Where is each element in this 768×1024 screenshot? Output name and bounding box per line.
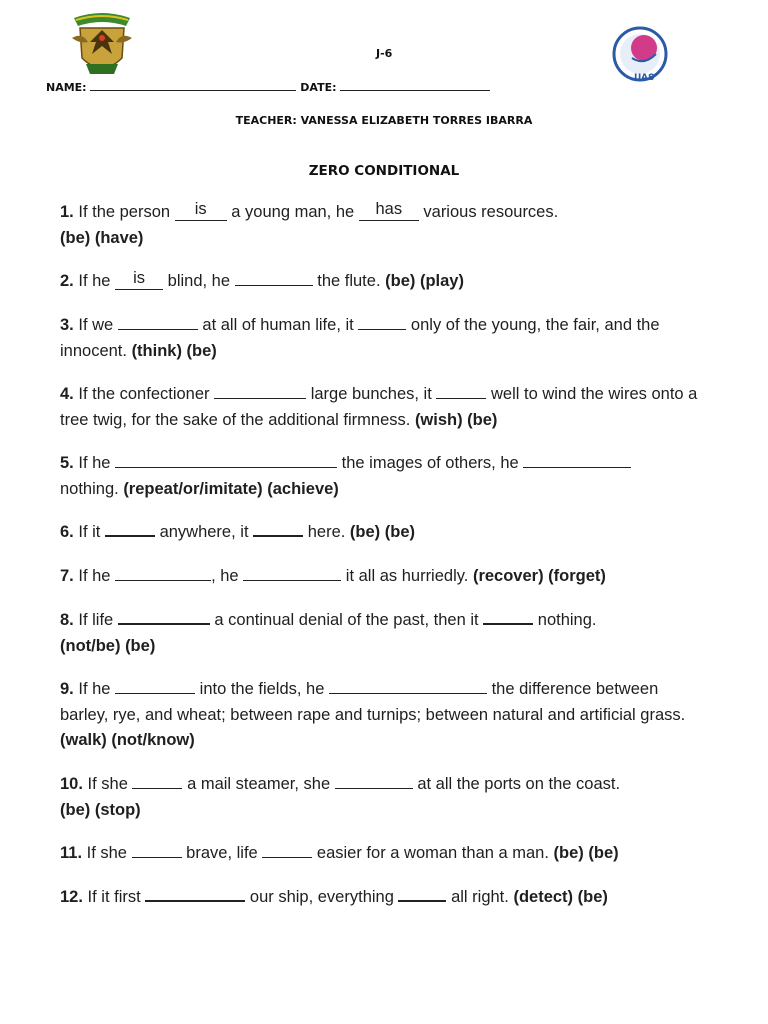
filled-answer: has (375, 200, 403, 218)
answer-blank[interactable] (105, 520, 155, 537)
verb-hints: (recover) (forget) (472, 567, 606, 585)
answer-blank[interactable] (359, 200, 419, 221)
answer-blank[interactable] (262, 842, 312, 858)
answer-blank[interactable] (118, 314, 198, 330)
verb-hints: (be) (have) (60, 228, 144, 247)
verb-hints: (walk) (not/know) (60, 731, 195, 749)
exercise-2: 2. If he is blind, he the flute. (be) (play) (60, 269, 464, 290)
verb-hints: (think) (be) (131, 341, 217, 360)
exercise-7: 7. If he , he it all as hurriedly. (recover) (forget) (60, 567, 606, 585)
language-center-logo (610, 24, 678, 88)
verb-hints: (wish) (be) (414, 410, 498, 429)
answer-blank[interactable] (436, 383, 486, 399)
name-blank[interactable] (90, 81, 296, 91)
svg-text:UAS: UAS (634, 73, 655, 83)
exercise-8: 8. If life a continual denial of the past, then it nothing. (not/be) (be) (60, 608, 700, 659)
verb-hints: (detect) (be) (513, 888, 608, 906)
answer-blank[interactable] (358, 314, 406, 330)
answer-blank[interactable] (115, 269, 163, 290)
exercise-12: 12. If it first our ship, everything all right. (detect) (be) (60, 885, 700, 911)
answer-blank[interactable] (483, 608, 533, 625)
name-date-row (46, 81, 490, 94)
answer-blank[interactable] (115, 678, 195, 694)
date-blank[interactable] (340, 81, 490, 91)
school-crest-logo (68, 8, 136, 82)
exercise-10: 10. If she a mail steamer, she at all the ports on the coast. (be) (stop) (60, 775, 621, 819)
verb-hints: (repeat/or/imitate) (achieve) (123, 479, 339, 498)
worksheet-title: ZERO CONDITIONAL (308, 163, 460, 179)
answer-blank[interactable] (235, 270, 313, 286)
date-label: DATE: (300, 81, 337, 94)
answer-blank[interactable] (132, 842, 182, 858)
filled-answer: is (133, 269, 146, 287)
answer-blank[interactable] (335, 773, 413, 789)
exercise-1: 1. If the person is a young man, he has various resources. (be) (have) (60, 200, 559, 247)
exercise-6: 6. If it anywhere, it here. (be) (be) (60, 520, 700, 546)
answer-blank[interactable] (398, 885, 446, 902)
answer-blank[interactable] (253, 520, 303, 537)
verb-hints: (be) (stop) (60, 800, 141, 819)
answer-blank[interactable] (214, 383, 306, 399)
answer-blank[interactable] (175, 200, 227, 221)
answer-blank[interactable] (243, 565, 341, 581)
exercise-5: 5. If he the images of others, he nothing. (repeat/or/imitate) (achieve) (60, 451, 700, 502)
answer-blank[interactable] (115, 452, 337, 468)
answer-blank[interactable] (329, 678, 487, 694)
filled-answer: is (194, 200, 207, 218)
exercise-3: 3. If we at all of human life, it only of the young, the fair, and the innocent. (think) (be) (60, 316, 660, 360)
worksheet-code: J-6 (376, 47, 393, 60)
verb-hints: (not/be) (be) (60, 636, 156, 655)
teacher-line: TEACHER: VANESSA ELIZABETH TORRES IBARRA (235, 114, 533, 127)
verb-hints: (be) (play) (385, 272, 464, 290)
answer-blank[interactable] (118, 608, 210, 625)
exercise-9: 9. If he into the fields, he the difference between barley, rye, and wheat; between rape and turnips; between natural and artificial grass. (walk) (not/know) (60, 680, 686, 749)
exercise-4: 4. If the confectioner large bunches, it well to wind the wires onto a tree twig, for the sake of the additional firmness. (wish) (be) (60, 385, 698, 429)
exercise-11: 11. If she brave, life easier for a woman than a man. (be) (be) (60, 844, 619, 862)
answer-blank[interactable] (523, 452, 631, 468)
answer-blank[interactable] (115, 565, 211, 581)
verb-hints: (be) (be) (553, 844, 619, 862)
name-label: NAME: (46, 81, 87, 94)
answer-blank[interactable] (132, 773, 182, 789)
answer-blank[interactable] (145, 885, 245, 902)
verb-hints: (be) (be) (349, 523, 415, 541)
